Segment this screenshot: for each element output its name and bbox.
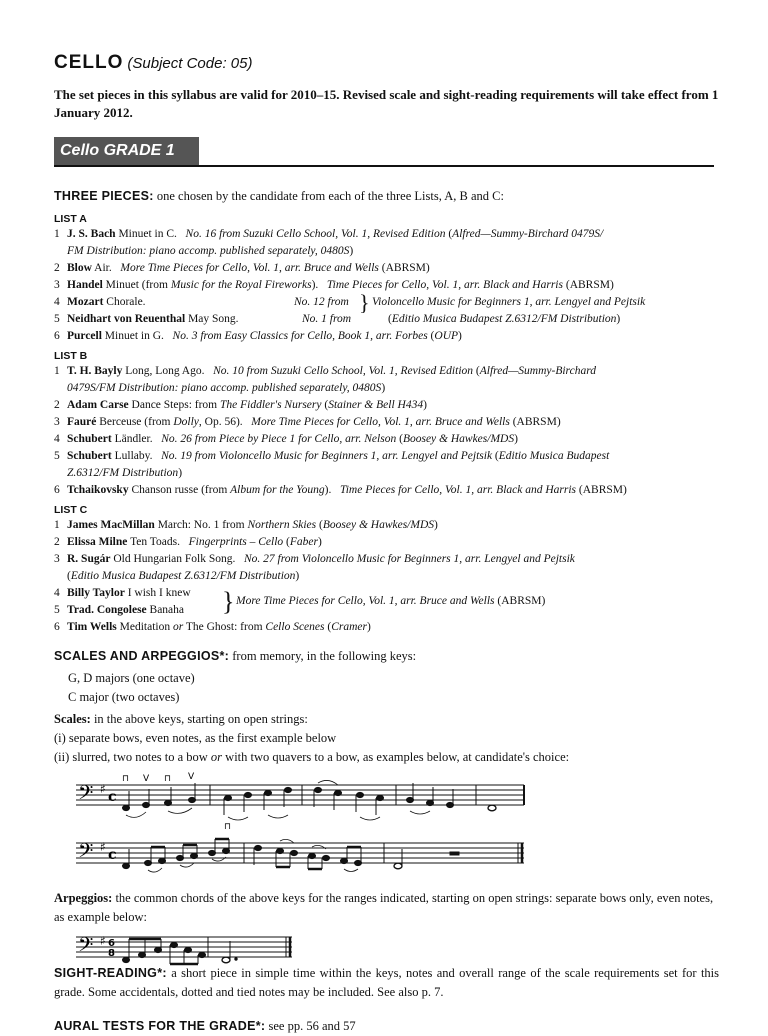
list-item: 5 Schubert Lullaby. No. 19 from Violoncello Music for Beginners 1, arr. Lengyel and Pejtsik (Editio Musica Budapest Z.6312/FM Distribution) [54,450,610,479]
svg-text:⊓: ⊓ [224,822,232,831]
list-item: 3 R. Sugár Old Hungarian Folk Song. No. 27 from Violoncello Music for Beginners 1, arr. Lengyel and Pejtsik (Editio Musica Budapest Z.6312/FM Distribution) [54,553,575,582]
list-item: 2 Elissa Milne Ten Toads. Fingerprints – Cello (Faber) [54,536,322,548]
grade-banner [54,137,714,167]
three-pieces-section [54,187,719,636]
scale-staff-1 [76,771,526,831]
list-item: 6 Tchaikovsky Chanson russe (from Album for the Young). Time Pieces for Cello, Vol. 1, arr. Black and Harris (ABRSM) [54,484,627,496]
list-a-heading: LIST A [54,213,87,225]
list-item: 3 Handel Minuet (from Music for the Royal Fireworks). Time Pieces for Cello, Vol. 1, arr. Black and Harris (ABRSM) [54,279,614,291]
list-item: 2 Blow Air. More Time Pieces for Cello, Vol. 1, arr. Bruce and Wells (ABRSM) [54,262,430,274]
svg-text:6: 6 [108,938,115,949]
three-pieces-heading: THREE PIECES: [54,189,154,203]
svg-text:♯: ♯ [100,840,106,854]
svg-text:V: V [143,774,150,784]
list-item: 3 Fauré Berceuse (from Dolly, Op. 56). More Time Pieces for Cello, Vol. 1, arr. Bruce and Wells (ABRSM) [54,416,561,428]
list-item: 4 Mozart Chorale. No. 12 from } Violoncello Music for Beginners 1, arr. Lengyel and Pejtsik [54,290,646,315]
list-c-heading: LIST C [54,504,88,516]
list-item: 6 Tim Wells Meditation or The Ghost: from Cello Scenes (Cramer) [54,621,371,633]
key-line: G, D majors (one octave) [68,671,195,685]
svg-text:8: 8 [108,948,115,959]
svg-text:𝄢: 𝄢 [78,781,94,809]
subject-code: (Subject Code: 05) [127,55,253,72]
aural-section: AURAL TESTS FOR THE GRADE*: see pp. 56 and 57 [54,1019,356,1033]
scale-staff-2 [76,833,526,883]
svg-text:⊓: ⊓ [164,774,172,784]
list-item: 1 T. H. Bayly Long, Long Ago. No. 10 from Suzuki Cello School, Vol. 1, Revised Edition (Alfred—Summy-Birchard 0479S/FM Distribution: piano accomp. published separately, 0480S) [54,365,597,394]
list-item: 6 Purcell Minuet in G. No. 3 from Easy Classics for Cello, Book 1, arr. Forbes (OUP) [54,330,462,342]
list-b-heading: LIST B [54,350,88,362]
scales-heading: SCALES AND ARPEGGIOS*: [54,649,230,663]
list-item: 1 J. S. Bach Minuet in C. No. 16 from Suzuki Cello School, Vol. 1, Revised Edition (Alfred—Summy-Birchard 0479S/ FM Distribution: piano accomp. published separately, 0480S) [54,228,604,257]
svg-text:𝄢: 𝄢 [78,933,94,961]
list-item: 2 Adam Carse Dance Steps: from The Fiddler's Nursery (Stainer & Bell H434) [54,399,427,411]
sight-reading-section: SIGHT-READING*: a short piece in simple time within the keys, notes and overall range of the scale requirements set for this grade. Some accidentals, dotted and tied notes may be included. See also p. 7. [54,966,720,999]
grade-label: Cello GRADE 1 [54,137,199,165]
svg-text:♯: ♯ [100,934,106,948]
svg-text:c: c [108,847,117,863]
svg-text:c: c [108,789,117,805]
svg-text:♯: ♯ [100,782,106,796]
key-line: C major (two octaves) [68,690,180,704]
page-title: CELLO (Subject Code: 05) [54,52,253,73]
svg-text:𝄢: 𝄢 [78,839,94,867]
brace: } [222,587,235,616]
aural-heading: AURAL TESTS FOR THE GRADE*: [54,1019,266,1033]
intro-paragraph: The set pieces in this syllabus are valid for 2010–15. Revised scale and sight-reading requirements will take effect from 1 January 2012. [54,87,719,120]
svg-text:V: V [188,772,195,782]
list-item: 5 Neidhart von Reuenthal May Song. No. 1 from (Editio Musica Budapest Z.6312/FM Distribution) [54,313,621,325]
sight-reading-heading: SIGHT-READING*: [54,966,167,980]
scale-option: (i) separate bows, even notes, as the first example below [54,731,337,745]
list-item: 4 Schubert Ländler. No. 26 from Piece by Piece 1 for Cello, arr. Nelson (Boosey & Hawkes/MDS) [54,433,518,445]
list-item: 1 James MacMillan March: No. 1 from Northern Skies (Boosey & Hawkes/MDS) [54,519,438,531]
scale-option: (ii) slurred, two notes to a bow or with two quavers to a bow, as examples below, at candidate's choice: [54,750,570,764]
svg-text:⊓: ⊓ [122,774,130,784]
arpeggio-staff [76,929,296,969]
brace: } [359,290,370,315]
list-item: 4 Billy Taylor I wish I knew } More Time Pieces for Cello, Vol. 1, arr. Bruce and Wells (ABRSM) [54,587,546,616]
scales-section: SCALES AND ARPEGGIOS*: from memory, in the following keys: G, D majors (one octave) C major (two octaves) Scales: in the above keys, starting on open strings: (i) separate bows, even notes, as the first example below (ii) slurred, two notes to a bow or with two quavers to a bow, as examples below, at candidate's choice: 𝄢 ♯ c ⊓ V ⊓ V ⊓ 𝄢 ♯ c Arpeggios: the common chords of the above keys for the ranges indicated, starting on open strings: separate bows only, even notes, as example below: 𝄢 ♯ 6 8 [54,647,719,969]
list-item: 5 Trad. Congolese Banaha [54,604,185,616]
three-pieces-text: one chosen by the candidate from each of the three Lists, A, B and C: [156,189,504,203]
